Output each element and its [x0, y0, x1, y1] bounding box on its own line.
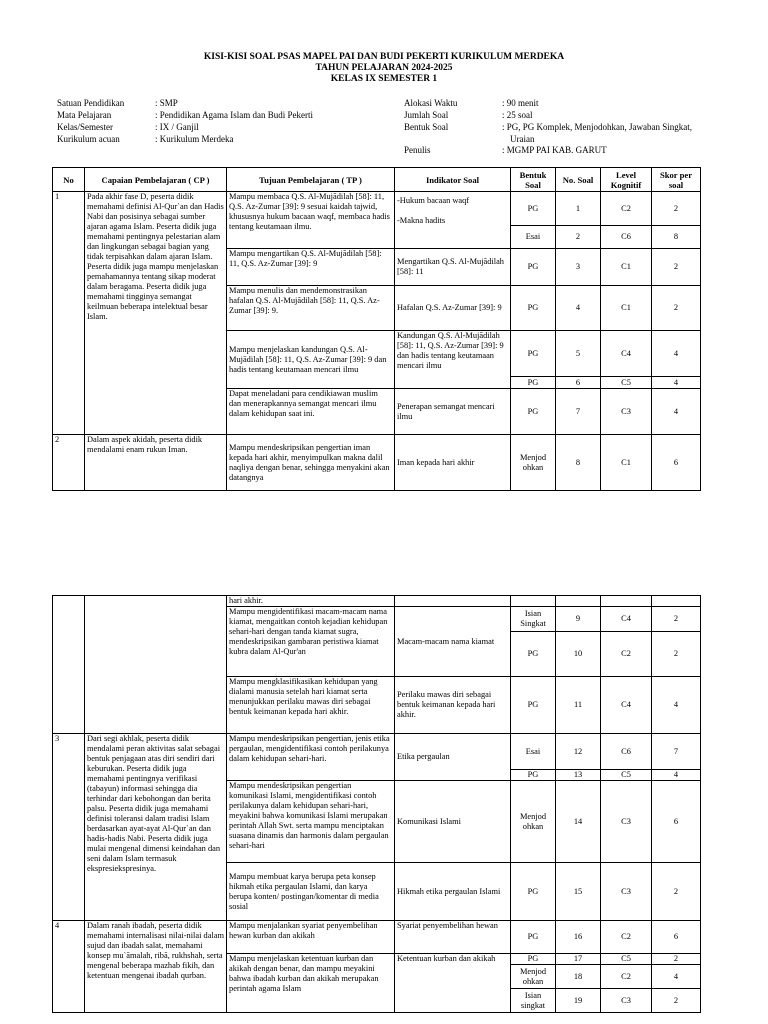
col-tp: Tujuan Pembelajaran ( TP ): [227, 168, 395, 192]
level-cell: C2: [601, 965, 652, 989]
skor-cell: 2: [652, 249, 701, 286]
row-no: 1: [53, 192, 85, 435]
bentuk-cell: PG: [511, 632, 556, 677]
table-row: [53, 192, 701, 226]
indikator-cell: Ketentuan kurban dan akikah: [395, 954, 511, 1013]
bentuk-cell: PG: [511, 192, 556, 226]
document-title: [0, 52, 768, 85]
tujuan-cell: Mampu mengartikan Q.S. Al-Mujādilah [58]: 11, Q.S. Az-Zumar [39]: 9: [227, 249, 395, 286]
kisi-table-part-1: [52, 167, 701, 491]
bentuk-cell: PG: [511, 921, 556, 954]
level-cell: C5: [601, 954, 652, 965]
bentuk-cell: Isian singkat: [511, 989, 556, 1013]
indikator-cell: Etika pergaulan: [395, 734, 511, 781]
no-soal-cell: 13: [556, 770, 601, 781]
skor-cell: 4: [652, 389, 701, 435]
level-cell: C6: [601, 226, 652, 249]
table-row: [53, 435, 701, 491]
col-skor: Skor per soal: [652, 168, 701, 192]
level-cell: C1: [601, 249, 652, 286]
capaian-cell: Dalam ranah ibadah, peserta didik memahami internalisasi nilai-nilai dalam sujud dan ibadah salat, memahami konsep mu`āmalah, ribā, rukhshah, serta mengenal beberapa mazhab fikih, dan ketentuan mengenai ibadah qurban.: [85, 921, 227, 1013]
skor-cell: 4: [652, 377, 701, 389]
bentuk-cell: PG: [511, 389, 556, 435]
tujuan-cell: Mampu mendeskripsikan pengertian komunikasi Islami, mengidentifikasi contoh perilakunya dalam kehidupan sehari-hari, meyakini bahwa komunikasi Islami merupakan perintah Allah Swt. serta mampu menciptakan suasana dinamis dan harmonis dalam pergaulan sehari-hari: [227, 781, 395, 863]
skor-cell: 2: [652, 607, 701, 632]
tujuan-cell: Mampu menjelaskan kandungan Q.S. Al-Mujādilah [58]: 11, Q.S. Az-Zumar [39]: 9 dan hadis tentang keutamaan mencari ilmu: [227, 331, 395, 389]
indikator-cell: Hikmah etika pergaulan Islami: [395, 863, 511, 921]
bentuk-cell: Menjod ohkan: [511, 965, 556, 989]
bentuk-cell: [511, 596, 556, 607]
col-level: Level Kognitif: [601, 168, 652, 192]
indikator-cell: Macam-macam nama kiamat: [395, 607, 511, 677]
indikator-line: -Hukum bacaan waqf: [397, 196, 470, 205]
level-cell: C3: [601, 389, 652, 435]
skor-cell: 6: [652, 921, 701, 954]
indikator-cell: Mengartikan Q.S. Al-Mujādilah [58]: 11: [395, 249, 511, 286]
bentuk-cell: PG: [511, 770, 556, 781]
tujuan-cell: hari akhir.: [227, 596, 395, 607]
title-line-2: TAHUN PELAJARAN 2024-2025: [315, 63, 453, 73]
no-soal-cell: 10: [556, 632, 601, 677]
skor-cell: 2: [652, 286, 701, 331]
indikator-cell: Kandungan Q.S. Al-Mujādilah [58]: 11, Q.S. Az-Zumar [39]: 9 dan hadis tentang keutamaan mencari ilmu: [395, 331, 511, 389]
tujuan-cell: Mampu mendeskripsikan pengertian, jenis etika pergaulan, mengidentifikasi contoh perilakunya dalam kehidupan sehari-hari.: [227, 734, 395, 781]
skor-cell: [652, 596, 701, 607]
no-soal-cell: 15: [556, 863, 601, 921]
no-soal-cell: 1: [556, 192, 601, 226]
no-soal-cell: 17: [556, 954, 601, 965]
tujuan-cell: Mampu mengklasifikasikan kehidupan yang dialami manusia setelah hari kiamat serta menunjukkan perilaku mawas diri sebagai bentuk keimanan kepada hari akhir.: [227, 677, 395, 734]
skor-cell: 2: [652, 632, 701, 677]
col-indikator: Indikator Soal: [395, 168, 511, 192]
skor-cell: 2: [652, 192, 701, 226]
level-cell: C3: [601, 781, 652, 863]
no-soal-cell: 19: [556, 989, 601, 1013]
row-no: 2: [53, 435, 85, 491]
info-right: Alokasi Waktu : 90 menit Jumlah Soal : 25 soal Bentuk Soal : PG, PG Komplek, Menjodohkan, Jawaban Singkat, Uraian Penulis : MGMP PAI KAB. GARUT: [404, 98, 692, 155]
skor-cell: 4: [652, 331, 701, 377]
tujuan-cell: Mampu mengidentifikasi macam-macam nama kiamat, mengaitkan contoh kejadian kehidupan sehari-hari dengan tanda kiamat sugra, mendeskripsikan gambaran peristiwa kiamat kubra dalam Al-Qur'an: [227, 607, 395, 677]
col-no-soal: No. Soal: [556, 168, 601, 192]
indikator-cell: Hafalan Q.S. Az-Zumar [39]: 9: [395, 286, 511, 331]
bentuk-cell: PG: [511, 286, 556, 331]
row-no: 3: [53, 734, 85, 921]
level-cell: C6: [601, 734, 652, 770]
no-soal-cell: 14: [556, 781, 601, 863]
level-cell: C2: [601, 192, 652, 226]
level-cell: C5: [601, 770, 652, 781]
tujuan-cell: Mampu menulis dan mendemonstrasikan hafalan Q.S. Al-Mujādilah [58]: 11, Q.S. Az-Zumar [39]: 9.: [227, 286, 395, 331]
col-bentuk: Bentuk Soal: [511, 168, 556, 192]
info-left: Satuan Pendidikan : SMP Mata Pelajaran : Pendidikan Agama Islam dan Budi Pekerti Kelas/Semester : IX / Ganjil Kurikulum acuan : Kurikulum Merdeka: [57, 98, 313, 144]
skor-cell: 2: [652, 989, 701, 1013]
bentuk-cell: PG: [511, 677, 556, 734]
skor-cell: 4: [652, 770, 701, 781]
level-cell: C3: [601, 989, 652, 1013]
skor-cell: 4: [652, 677, 701, 734]
no-soal-cell: 11: [556, 677, 601, 734]
no-soal-cell: 4: [556, 286, 601, 331]
level-cell: C1: [601, 435, 652, 491]
bentuk-cell: Esai: [511, 226, 556, 249]
no-soal-cell: 8: [556, 435, 601, 491]
capaian-cell: Pada akhir fase D, peserta didik memahami definisi Al-Qur`an dan Hadis Nabi dan posisinya sebagai sumber ajaran agama Islam. Peserta didik juga memahami pentingnya pelestarian alam dan lingkungan sebagai bagian yang tidak terpisahkan dalam ajaran Islam. Peserta didik juga mampu menjelaskan pemahamannya tentang sikap moderat dalam beragama. Peserta didik juga memahami tingginya semangat keilmuan beberapa intelektual besar Islam.: [85, 192, 227, 435]
col-no: No: [53, 168, 85, 192]
bentuk-cell: Esai: [511, 734, 556, 770]
capaian-cell: Dalam aspek akidah, peserta didik mendalami enam rukun Iman.: [85, 435, 227, 491]
level-cell: C5: [601, 377, 652, 389]
bentuk-cell: Isian Singkat: [511, 607, 556, 632]
table-row: [53, 734, 701, 770]
no-soal-cell: 12: [556, 734, 601, 770]
indikator-cell: [395, 596, 511, 607]
no-soal-cell: 7: [556, 389, 601, 435]
tujuan-cell: Dapat meneladani para cendikiawan muslim dan menerapkannya semangat mencari ilmu dalam kehidupan saat ini.: [227, 389, 395, 435]
level-cell: C1: [601, 286, 652, 331]
no-soal-cell: 2: [556, 226, 601, 249]
skor-cell: 6: [652, 781, 701, 863]
skor-cell: 7: [652, 734, 701, 770]
row-no: 4: [53, 921, 85, 1013]
no-soal-cell: 3: [556, 249, 601, 286]
level-cell: C4: [601, 331, 652, 377]
bentuk-cell: PG: [511, 249, 556, 286]
bentuk-cell: PG: [511, 377, 556, 389]
indikator-cell: Komunikasi Islami: [395, 781, 511, 863]
bentuk-cell: Menjod ohkan: [511, 781, 556, 863]
skor-cell: 4: [652, 965, 701, 989]
no-soal-cell: 5: [556, 331, 601, 377]
row-no: [53, 596, 85, 734]
kisi-table-part-2: [52, 595, 701, 1013]
no-soal-cell: 18: [556, 965, 601, 989]
level-cell: C2: [601, 921, 652, 954]
indikator-cell: [395, 192, 511, 249]
col-cp: Capaian Pembelajaran ( CP ): [85, 168, 227, 192]
table-header-row: [53, 168, 701, 192]
no-soal-cell: [556, 596, 601, 607]
indikator-cell: Iman kepada hari akhir: [395, 435, 511, 491]
skor-cell: 2: [652, 954, 701, 965]
level-cell: [601, 596, 652, 607]
capaian-cell: [85, 596, 227, 734]
skor-cell: 6: [652, 435, 701, 491]
tujuan-cell: Mampu membuat karya berupa peta konsep hikmah etika pergaulan Islami, dan karya berupa konten/ postingan/komentar di media sosial: [227, 863, 395, 921]
tujuan-cell: Mampu mendeskripsikan pengertian iman kepada hari akhir, menyimpulkan makna dalil naqliya dengan benar, sehingga menyakini akan datangnya: [227, 435, 395, 491]
skor-cell: 2: [652, 863, 701, 921]
no-soal-cell: 6: [556, 377, 601, 389]
table-row: [53, 596, 701, 607]
level-cell: C4: [601, 677, 652, 734]
bentuk-cell: PG: [511, 954, 556, 965]
tujuan-cell: Mampu menjalankan syariat penyembelihan hewan kurban dan akikah: [227, 921, 395, 954]
tujuan-cell: Mampu membaca Q.S. Al-Mujādilah [58]: 11, Q.S. Az-Zumar [39]: 9 sesuai kaidah tajwid, khususnya hukum bacaan waqf, membaca hadis tentang keutamaan ilmu.: [227, 192, 395, 249]
capaian-cell: Dari segi akhlak, peserta didik mendalami peran aktivitas salat sebagai bentuk penjagaan atas diri sendiri dari keburukan. Peserta didik juga memahami pentingnya verifikasi (tabayun) informasi sehingga dia terhindar dari kebohongan dan berita palsu. Peserta didik juga memahami definisi toleransi dalam tradisi Islam berdasarkan ayat-ayat Al-Qur`an dan hadis-hadis Nabi. Peserta didik juga mulai mengenal dimensi keindahan dan seni dalam Islam termasuk ekspresiekspresinya.: [85, 734, 227, 921]
bentuk-cell: PG: [511, 863, 556, 921]
indikator-cell: Perilaku mawas diri sebagai bentuk keimanan kepada hari akhir.: [395, 677, 511, 734]
title-line-3: KELAS IX SEMESTER 1: [330, 74, 438, 84]
indikator-line: -Makna hadits: [397, 216, 446, 225]
bentuk-cell: PG: [511, 331, 556, 377]
tujuan-cell: Mampu menjelaskan ketentuan kurban dan akikah dengan benar, dan mampu meyakini bahwa ibadah kurban dan akikah merupakan perintah agama Islam: [227, 954, 395, 1013]
level-cell: C3: [601, 863, 652, 921]
no-soal-cell: 9: [556, 607, 601, 632]
title-line-1: KISI-KISI SOAL PSAS MAPEL PAI DAN BUDI PEKERTI KURIKULUM MERDEKA: [203, 52, 565, 62]
level-cell: C2: [601, 632, 652, 677]
bentuk-cell: Menjod ohkan: [511, 435, 556, 491]
skor-cell: 8: [652, 226, 701, 249]
indikator-cell: Penerapan semangat mencari ilmu: [395, 389, 511, 435]
level-cell: C4: [601, 607, 652, 632]
no-soal-cell: 16: [556, 921, 601, 954]
indikator-cell: Syariat penyembelihan hewan: [395, 921, 511, 954]
table-row: [53, 921, 701, 954]
